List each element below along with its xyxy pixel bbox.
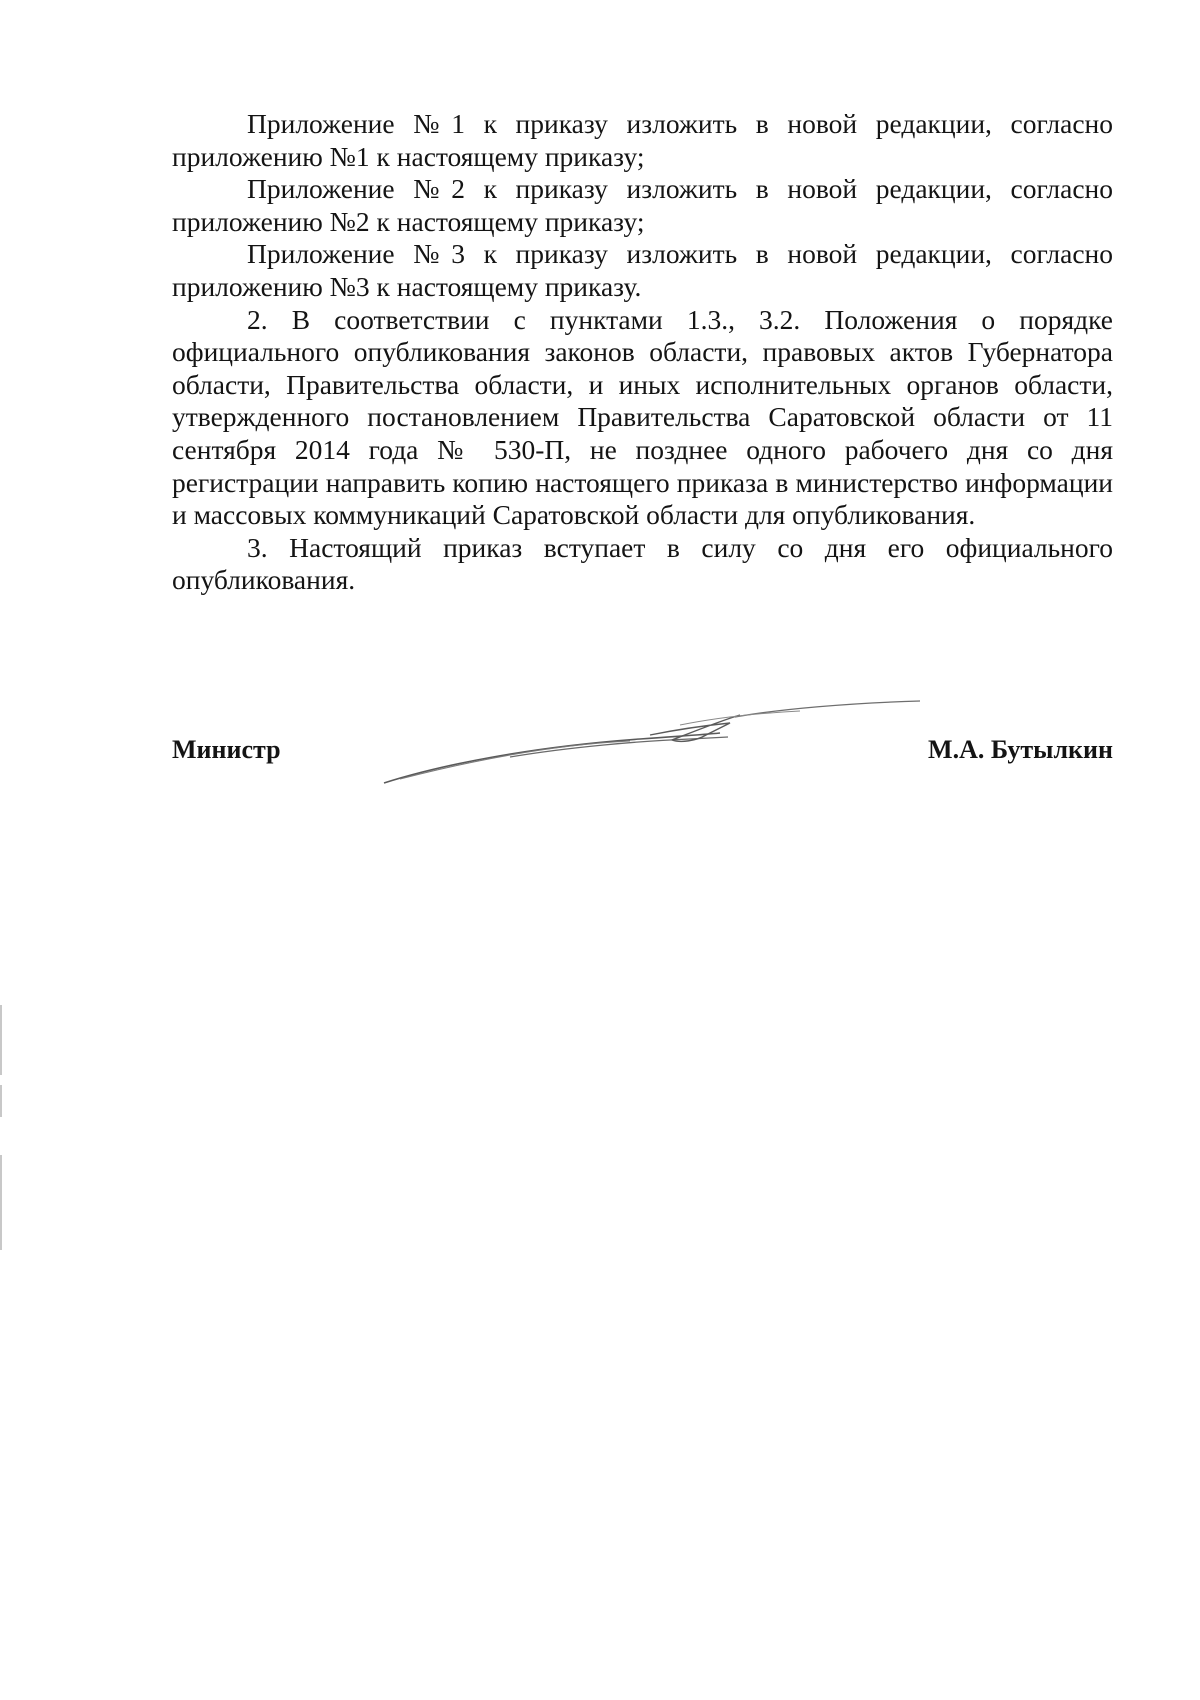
scan-edge-mark [0, 1005, 2, 1075]
paragraph-appendix-3: Приложение №3 к приказу изложить в новой редакции, согласно приложению №3 к настоящему приказу. [172, 238, 1113, 302]
signatory-name: М.А. Бутылкин [928, 735, 1113, 764]
paragraph-item-3: 3. Настоящий приказ вступает в силу со дня его официального опубликования. [172, 531, 1113, 596]
paragraph-item-2: 2. В соответствии с пунктами 1.3., 3.2. Положения о порядке официального опубликования законов области, правовых актов Губернатора области, Правительства области, и иных исполнительных органов области, утвержденного постановлением Правительства Саратовской области от 11 сентября 2014 года № 530-П, не позднее одного рабочего дня со дня регистрации направить копию настоящего приказа в министерство информации и массовых коммуникаций Саратовской области для опубликования. [172, 303, 1113, 531]
document-body [172, 108, 1113, 597]
paragraph-appendix-2: Приложение №2 к приказу изложить в новой редакции, согласно приложению №2 к настоящему приказу; [172, 173, 1113, 237]
signatory-title: Министр [172, 735, 281, 764]
signature-block [172, 735, 1113, 775]
scan-edge-mark [0, 1085, 2, 1117]
scan-edge-mark [0, 1155, 2, 1250]
paragraph-appendix-1: Приложение №1 к приказу изложить в новой редакции, согласно приложению №1 к настоящему приказу; [172, 108, 1113, 172]
